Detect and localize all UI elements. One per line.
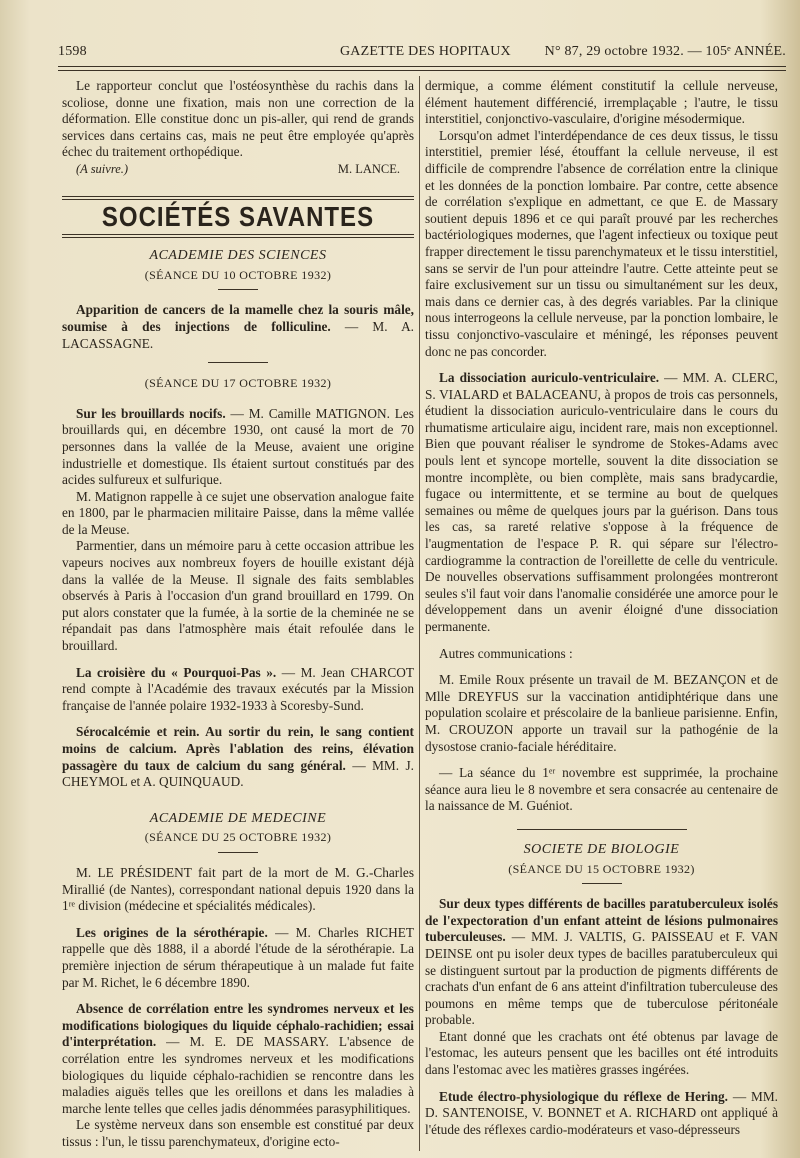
article-author: M. LANCE. [337,161,400,176]
entry-mamelle-title: Apparition de cancers de la mamelle chez la souris mâle, soumise à des injections de folliculine. [62,302,414,334]
seance-10-october: (SÉANCE DU 10 OCTOBRE 1932) [144,267,332,282]
entry-absence-title: Absence de corrélation entre les syndromes nerveux et les modifications biologiques du liquide céphalo-rachidien; essai d'interprétation. [62,1001,414,1050]
entry-hering [425,1089,778,1139]
entry-calcium-authors: — MM. J. CHEYMOL et A. QUINQUAUD. [62,757,414,790]
column-divider [419,76,420,1151]
right-column [425,78,778,1138]
header-rule-bottom [58,70,786,71]
entry-dissociation-title: La dissociation auriculo-ventriculaire. [439,370,660,386]
short-rule [208,362,268,363]
entry-calcium-title: Sérocalcémie et rein. Au sortir du rein, le sang contient moins de calcium. Après l'ablation des reins, élévation passagère du taux de calcium du sang général. [62,724,414,773]
entry-calcium [62,724,414,790]
entry-serotherapie-text: — M. Charles RICHET rappelle que dès 1888, il a abordé l'étude de la sérothérapie. La première injection de sérum thérapeutique à un malade fut faite par M. Richet, le 6 décembre 1890. [62,924,415,990]
section-divider [517,829,687,830]
entry-mamelle [62,302,414,352]
paragraph-parmentier: Parmentier, dans un mémoire paru à cette occasion attribue les vapeurs nocives aux nombreux foyers de houille existant déjà dans la vallée de la Meuse. Il signale des faits semblables observés à Paris à l'occasion d'un grand brouillard en 1799. On put alors constater que la fumée, à la sortie de la cheminée ne se répandait pas dans l'atmosphère mais était refoulée dans le brouillard. [62,538,414,654]
entry-bacilles [425,896,778,1029]
entry-absence-text: — M. E. DE MASSARY. L'absence de corrélation entre les syndromes nerveux et les modifications biologiques du liquide céphalo-rachidien se rencontre dans les maladies aiguës telles que les oreillons et dans les maladies à marche lente telles que celles jadis dénommées parasyphilitiques. [62,1034,414,1116]
entry-brouillards-text: — M. Camille MATIGNON. Les brouillards qui, en décembre 1930, ont causé la mort de 70 personnes dans la vallée de la Meuse, avaient une origine industrielle et domestique. Ils étaient surtout constitués par des acides sulfureux et sulfurique. [62,405,414,488]
issue-date: N° 87, 29 octobre 1932. — 105ᵉ ANNÉE. [544,44,786,59]
header-rule-top [58,66,786,67]
short-rule [218,289,258,290]
entry-brouillards [62,406,414,489]
seance-15-october: (SÉANCE DU 15 OCTOBRE 1932) [508,861,695,876]
to-be-continued: (A suivre.) [76,161,129,176]
entry-hering-text: — MM. D. SANTENOISE, V. BONNET et A. RICHARD ont appliqué à l'étude des réflexes cardio-modérateurs et vaso-dépresseurs [425,1088,778,1137]
left-column [62,78,414,1150]
academy-sciences-heading: ACADEMIE DES SCIENCES [149,248,327,264]
entry-croisiere-text: — M. Jean CHARCOT rend compte à l'Académie des travaux exécutés par la Mission française de l'année polaire 1932-1933 à Scoresby-Sund. [62,664,414,713]
entry-bacilles-text: — MM. J. VALTIS, G. PAISSEAU et F. VAN DEINSE ont pu isoler deux types de bacilles paratuberculeux qui se distinguent surtout par la production de pigments différents de crachats d'un enfant de 6 ans atteint d'infiltration tuberculeuse des poumons en même temps que de tuberculose péritonéale probable. [425,929,778,1028]
paragraph-president: M. LE PRÉSIDENT fait part de la mort de M. G.-Charles Mirallié (de Nantes), correspondant national depuis 1920 dans la 1ʳᵉ division (médecine et spécialités médicales). [62,864,414,914]
entry-croisiere-title: La croisière du « Pourquoi-Pas ». [76,664,277,680]
entry-dissociation-text: — MM. A. CLERC, S. VIALARD et BALACEANU, à propos de trois cas personnels, étudient la dissociation auriculo-ventriculaire dans le cours du rhumatisme articulaire aigu, incident rare, mais non exceptionnel. Bien que pouvant réaliser le syndrome de Stokes-Adams avec pouls lent et syncope mortelle, souvent la dite dissociation se montre incomplète, ou bien complète, mais sans bradycardie, fugace ou intermittente, et se termine au bout de quelques semaines ou même de quelques jours par la guérison. Dans tous les cas, sa rareté relative s'oppose à la fréquence de l'augmentation de l'espace P. R. qui sépare sur l'électro-cardiogramme la contraction de l'oreillette de celle du ventricule. De nouvelles observations suffisamment prolongées montreront seules s'il faut voir dans l'anomalie considérée une amorce pour le développement dans un avenir éloigné d'une dissociation permanente. [425,370,778,634]
entry-croisiere [62,665,414,715]
entry-serotherapie-title: Les origines de la sérothérapie. [76,924,268,940]
paragraph-systeme: Le système nerveux dans son ensemble est constitué par deux tissus : l'un, le tissu parenchymateux, d'origine ecto- [62,1117,414,1149]
paragraph-matignon: M. Matignon rappelle à ce sujet une observation analogue faite en 1800, par le pharmacien militaire Paisse, dans la même vallée de la Meuse. [62,488,414,537]
running-header [58,44,786,64]
entry-bacilles-title: Sur deux types différents de bacilles paratuberculeux isolés de l'expectoration d'un enfant atteint de lésions pulmonaires tuberculeuses. [425,896,778,945]
seance-17-october: (SÉANCE DU 17 OCTOBRE 1932) [144,376,332,391]
short-rule [582,883,622,884]
paragraph-lorsqu: Lorsqu'on admet l'interdépendance de ces deux tissus, le tissu interstitiel, premier lésé, étouffant la cellule nerveuse, il est difficile de comprendre l'absence de corrélation entre la clinique et les données de la ponction lombaire. Par contre, cette absence de corrélation s'explique en admettant, ce que E. de Massary soutient depuis 1896 et ce qui paraît prouvé par les recherches bactériologiques modernes, que l'agent infectieux ou toxique peut frapper directement le tissu parenchymateux et le tissu interstitiel, sans se servir de l'un pour atteindre l'autre. Cette atteinte peut se faire exclusivement sur un tissu ou simultanément sur les deux, mais dans ce dernier cas, à des degrés variables. Par la clinique nous interrogeons la cellule nerveuse, par la ponction lombaire, le tissu conjonctivo-vasculaire et méningé, les réponses peuvent donc ne pas concorder. [425,127,778,359]
page-number: 1598 [58,44,87,59]
journal-title: GAZETTE DES HOPITAUX [340,44,511,59]
paragraph-autres: Autres communications : [439,645,573,661]
entry-brouillards-title: Sur les brouillards nocifs. [76,405,226,421]
section-rule-bottom [62,234,414,238]
signature-line [62,161,414,178]
paragraph-dermique: dermique, a comme élément constitutif la cellule nerveuse, élément hautement différencié, irremplaçable ; l'autre, le tissu interstitiel, conjonctivo-vasculaire, d'origine mésodermique. [425,78,778,127]
entry-mamelle-author: — M. A. LACASSAGNE. [62,318,414,351]
paragraph-roux: M. Emile Roux présente un travail de M. BEZANÇON et de Mlle DREYFUS sur la vaccination antidiphtérique dans une population scolaire et préscolaire de la banlieue parisienne. Enfin, M. CROUZON apporte un travail sur la pathogénie de la dysostose cranio-faciale héréditaire. [425,672,778,754]
paragraph-etant: Etant donné que les crachats ont été obtenus par lavage de l'estomac, les auteurs pensent que les bacilles ont été introduits dans l'estomac avec les matières grasses ingérées. [425,1028,778,1078]
section-title: SOCIÉTÉS SAVANTES [101,201,375,233]
short-rule [218,852,258,853]
entry-dissociation [425,370,778,636]
biologie-heading: SOCIETE DE BIOLOGIE [523,841,680,857]
entry-serotherapie [62,925,414,991]
academy-medecine-heading: ACADEMIE DE MEDECINE [149,810,327,826]
entry-absence [62,1001,414,1117]
section-rule-top [62,196,414,200]
paragraph-seance-note: — La séance du 1ᵉʳ novembre est supprimée, la prochaine séance aura lieu le 8 novembre et sera consacrée au centenaire de la naissance de M. Guéniot. [425,765,778,814]
entry-hering-title: Etude électro-physiologique du réflexe de Hering. [439,1088,728,1104]
seance-25-october: (SÉANCE DU 25 OCTOBRE 1932) [144,830,332,845]
intro-paragraph: Le rapporteur conclut que l'ostéosynthèse du rachis dans la scoliose, donne une fixation, mais non une correction de la déformation. Elle constitue donc un pis-aller, qui rend de grands services dans certains cas, mais ne peut être employée qu'après échec du traitement orthopédique. [62,78,414,160]
